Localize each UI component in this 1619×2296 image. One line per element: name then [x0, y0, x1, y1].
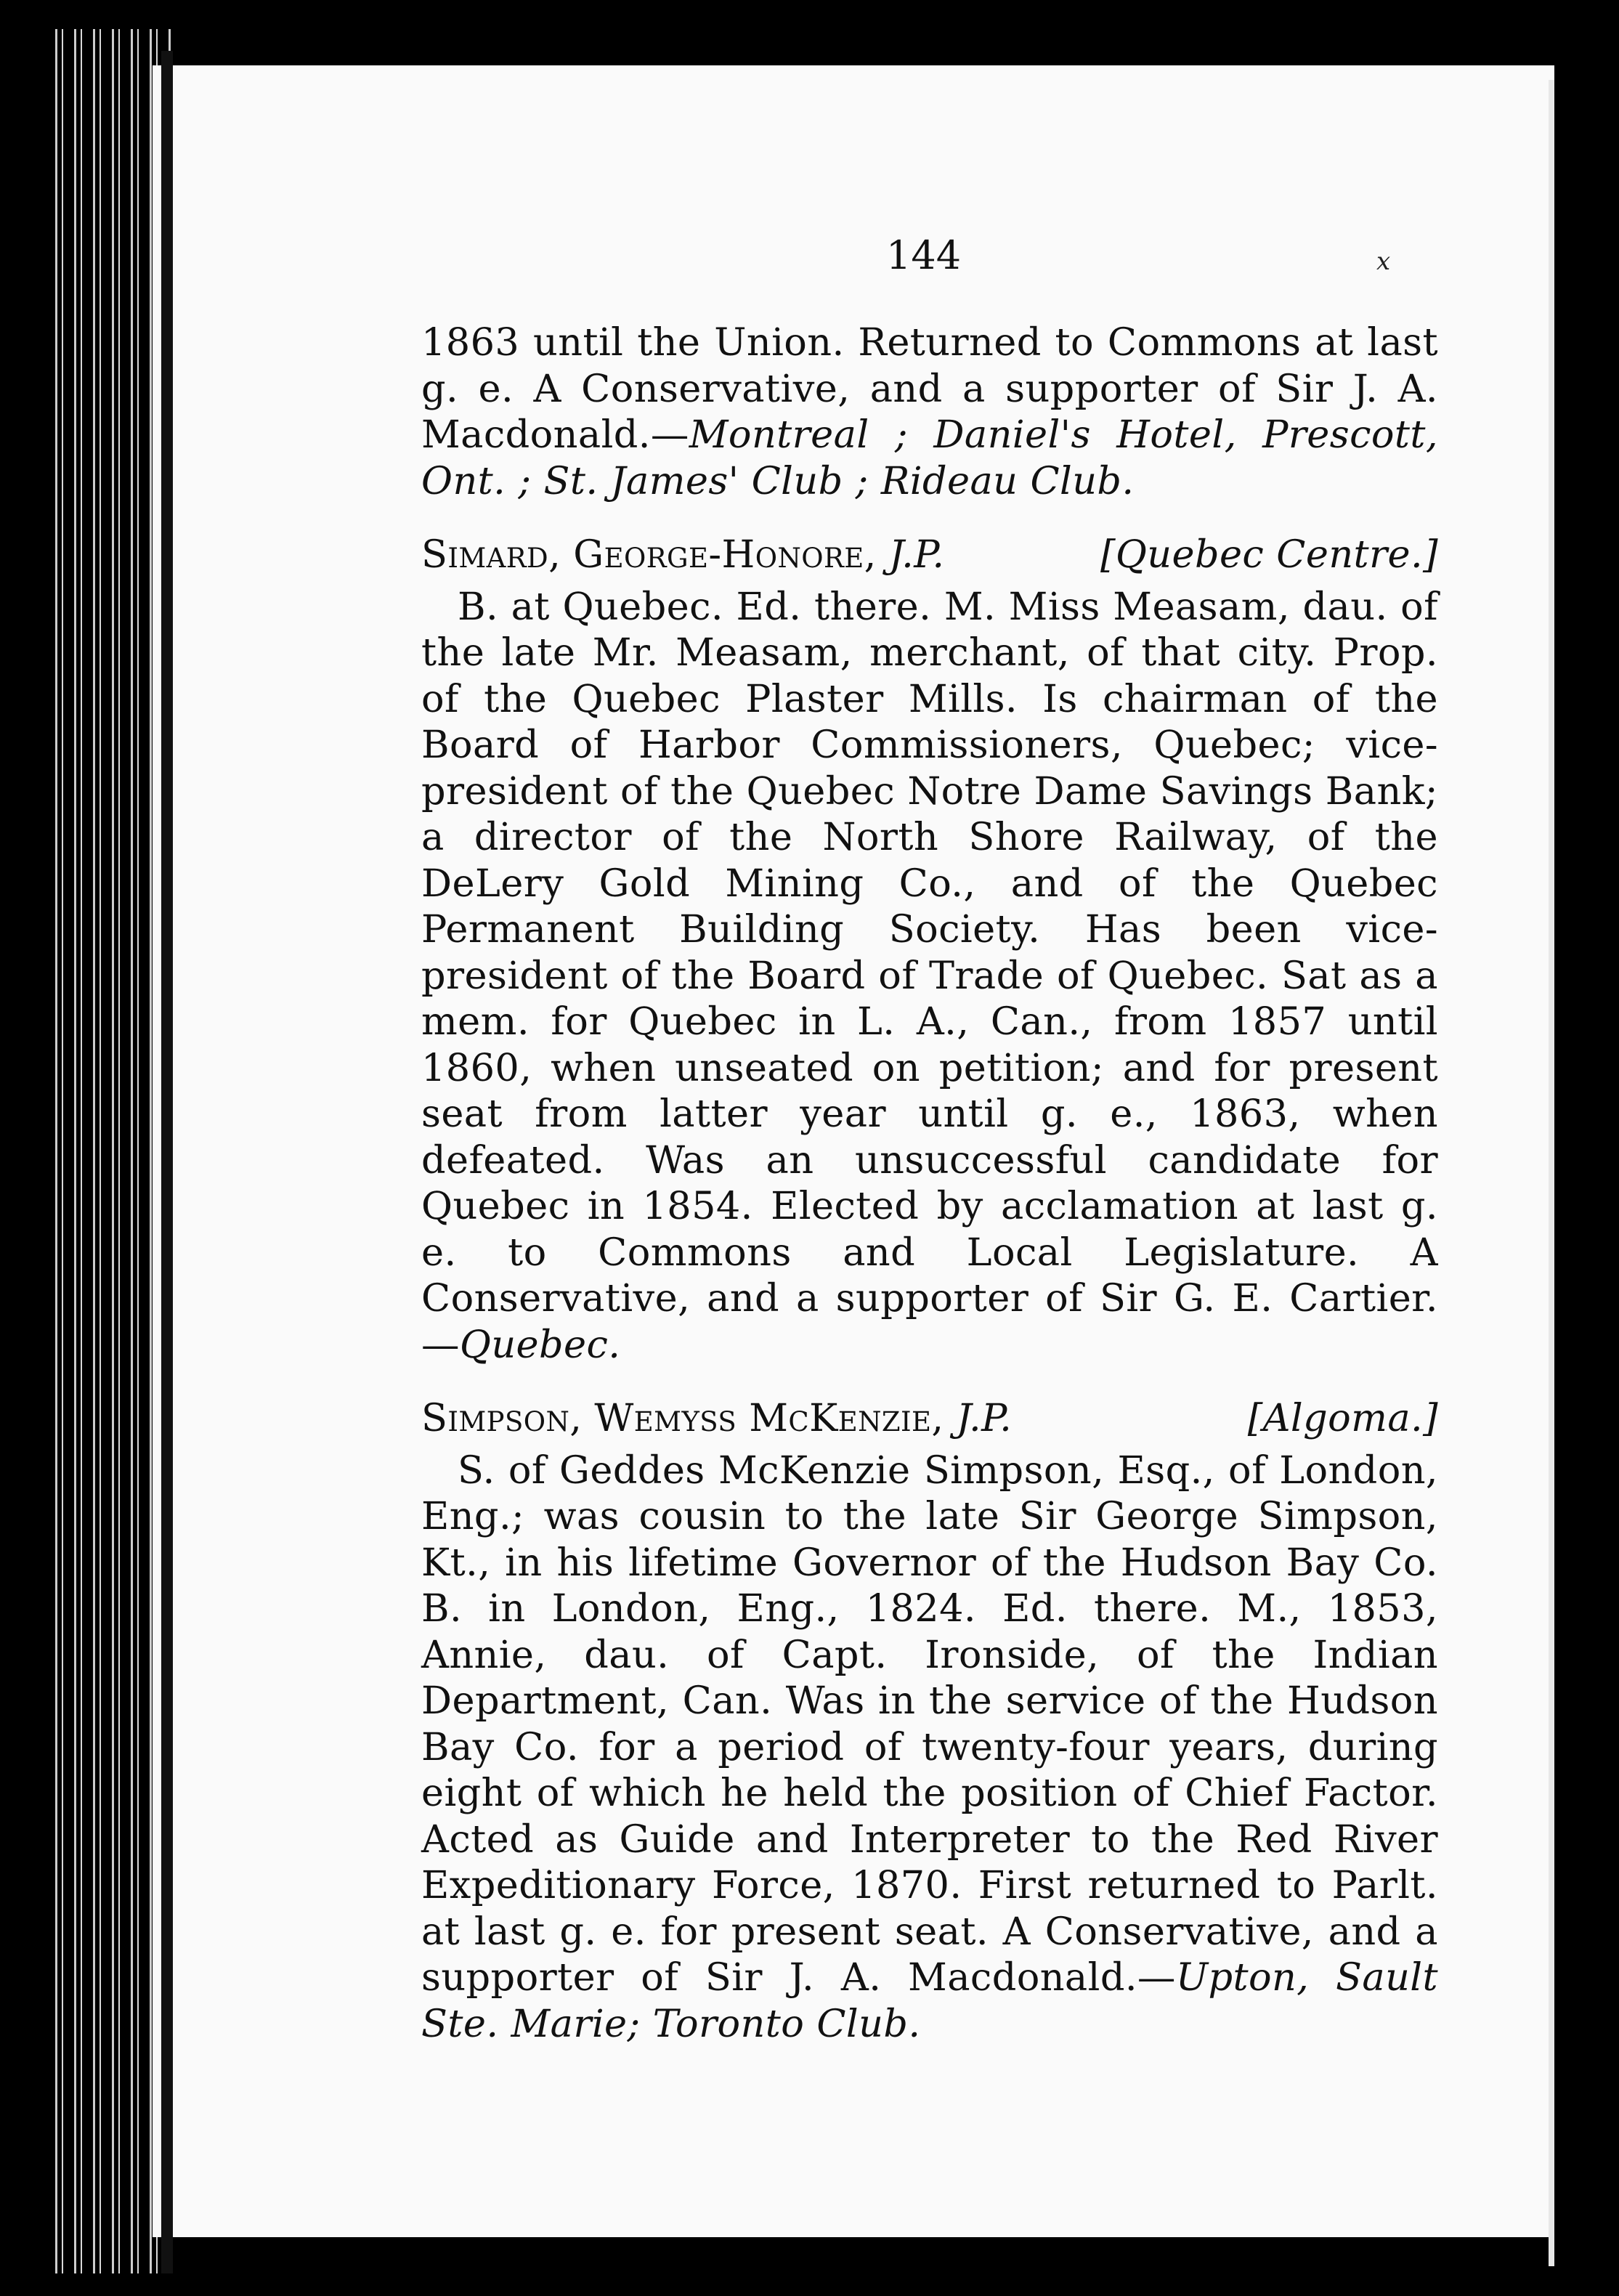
entry-name-title [421, 532, 944, 578]
entry-body-text: B. at Quebec. Ed. there. M. Miss Measam, dau. of the late Mr. Measam, merchant, of that city. Prop. of the Quebec Plaster Mills. Is chairman of the Board of Harbor Commissioners, Quebec; vice-president of the Quebec Notre Dame Savings Bank; a director of the North Shore Railway, of the DeLery Gold Mining Co., and of the Quebec Permanent Building Society. Has been vice-president of the Board of Trade of Quebec. Sat as a mem. for Quebec in L. A., Can., from 1857 until 1860, when unseated on petition; and for present seat from latter year until g. e., 1863, when defeated. Was an unsuccessful candidate for Quebec in 1854. Elected by acclamation at last g. e. to Commons and Local Legislature. A Conservative, and a supporter of Sir G. E. Cartier.— [421, 584, 1438, 1367]
text-column [421, 320, 1438, 2047]
entry-body [421, 584, 1438, 1368]
entry-title: J.P. [956, 1396, 1013, 1440]
entry-continuation-addresses: Montreal ; Daniel's Hotel, Prescott, Ont. ; St. James' Club ; Rideau Club. [421, 413, 1438, 503]
entry-body-text: S. of Geddes McKenzie Simpson, Esq., of London, Eng.; was cousin to the late Sir George Simpson, Kt., in his lifetime Governor of the Hudson Bay Co. B. in London, Eng., 1824. Ed. there. M., 1853, Annie, dau. of Capt. Ironside, of the Indian Department, Can. Was in the service of the Hudson Bay Co. for a period of twenty-four years, during eight of which he held the position of Chief Factor. Acted as Guide and Interpreter to the Red River Expeditionary Force, 1870. First returned to Parlt. at last g. e. for present seat. A Conservative, and a supporter of Sir J. A. Macdonald.— [421, 1448, 1438, 2000]
entry-heading [421, 1395, 1438, 1442]
entry-addresses: Upton, Sault Ste. Marie; Toronto Club. [421, 1955, 1438, 2046]
entry-name: Simard, George-Honore, [421, 532, 877, 577]
entry-name: Simpson, Wemyss McKenzie, [421, 1396, 944, 1440]
entry-continuation-text: 1863 until the Union. Returned to Commons at last g. e. A Conservative, and a supporter of Sir J. A. Macdonald.— [421, 320, 1438, 457]
margin-mark: x [1376, 247, 1391, 276]
entry-continuation [421, 320, 1438, 504]
page-number: 144 [886, 232, 962, 278]
entry-heading [421, 532, 1438, 578]
entry-constituency: [Quebec Centre.] [1100, 532, 1438, 577]
entry-addresses: Quebec. [459, 1322, 621, 1367]
page-gutter-line [161, 51, 173, 2273]
page-edge-right [1549, 80, 1554, 2266]
entry-body [421, 1448, 1438, 2048]
entry-name-title [421, 1395, 1012, 1442]
entry-title: J.P. [888, 532, 945, 577]
scan-border-right [1554, 80, 1619, 2273]
entry-constituency: [Algoma.] [1247, 1396, 1438, 1440]
